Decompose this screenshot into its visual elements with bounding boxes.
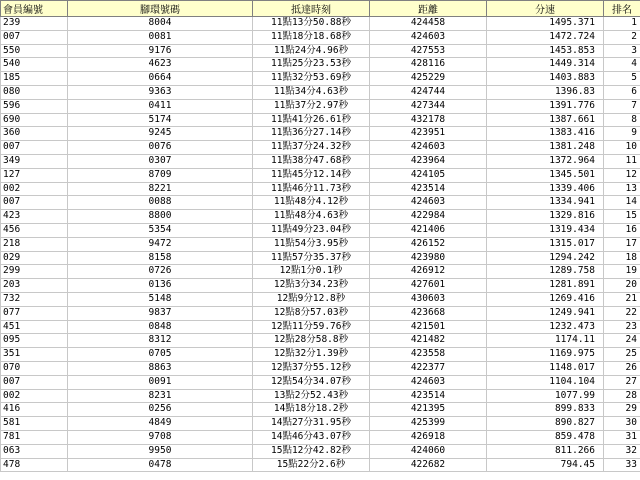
member-id-cell: 581	[1, 417, 68, 431]
arrival-time-cell: 14點27分31.95秒	[253, 417, 370, 431]
member-id-cell: 451	[1, 320, 68, 334]
ring-number-cell: 5354	[68, 223, 253, 237]
distance-cell: 428116	[370, 58, 487, 72]
table-row	[1, 251, 640, 265]
distance-cell: 422377	[370, 361, 487, 375]
ring-number-cell: 9950	[68, 444, 253, 458]
arrival-time-cell: 11點34分4.63秒	[253, 85, 370, 99]
arrival-time-cell: 14點46分43.07秒	[253, 430, 370, 444]
distance-cell: 425229	[370, 72, 487, 86]
ring-number-cell: 0705	[68, 348, 253, 362]
speed-cell: 1472.724	[487, 30, 604, 44]
distance-cell: 427553	[370, 44, 487, 58]
distance-cell: 424458	[370, 17, 487, 31]
table-row	[1, 196, 640, 210]
rank-cell: 19	[604, 265, 640, 279]
rank-cell: 23	[604, 320, 640, 334]
arrival-time-cell: 12點54分34.07秒	[253, 375, 370, 389]
ring-number-cell: 9363	[68, 85, 253, 99]
rank-cell: 9	[604, 127, 640, 141]
ring-number-cell: 8221	[68, 182, 253, 196]
distance-cell: 423951	[370, 127, 487, 141]
speed-cell: 1391.776	[487, 99, 604, 113]
header-distance: 距離	[370, 1, 487, 17]
speed-cell: 899.833	[487, 403, 604, 417]
table-row	[1, 113, 640, 127]
distance-cell: 423668	[370, 306, 487, 320]
speed-cell: 1319.434	[487, 223, 604, 237]
arrival-time-cell: 11點37分2.97秒	[253, 99, 370, 113]
speed-cell: 1334.941	[487, 196, 604, 210]
arrival-time-cell: 11點25分23.53秒	[253, 58, 370, 72]
arrival-time-cell: 11點49分23.04秒	[253, 223, 370, 237]
ring-number-cell: 0076	[68, 141, 253, 155]
table-row	[1, 348, 640, 362]
distance-cell: 423558	[370, 348, 487, 362]
distance-cell: 427344	[370, 99, 487, 113]
member-id-cell: 349	[1, 154, 68, 168]
speed-cell: 1232.473	[487, 320, 604, 334]
speed-cell: 1294.242	[487, 251, 604, 265]
member-id-cell: 063	[1, 444, 68, 458]
table-row	[1, 30, 640, 44]
table-row	[1, 334, 640, 348]
header-row	[1, 1, 640, 17]
rank-cell: 29	[604, 403, 640, 417]
ring-number-cell: 9708	[68, 430, 253, 444]
speed-cell: 890.827	[487, 417, 604, 431]
speed-cell: 1315.017	[487, 237, 604, 251]
arrival-time-cell: 15點22分2.6秒	[253, 458, 370, 472]
rank-cell: 30	[604, 417, 640, 431]
ring-number-cell: 4849	[68, 417, 253, 431]
table-row	[1, 141, 640, 155]
member-id-cell: 218	[1, 237, 68, 251]
table-row	[1, 58, 640, 72]
rank-cell: 16	[604, 223, 640, 237]
table-body	[1, 17, 640, 472]
speed-cell: 1345.501	[487, 168, 604, 182]
speed-cell: 1148.017	[487, 361, 604, 375]
ring-number-cell: 0478	[68, 458, 253, 472]
member-id-cell: 239	[1, 17, 68, 31]
member-id-cell: 416	[1, 403, 68, 417]
ring-number-cell: 8004	[68, 17, 253, 31]
table-row	[1, 210, 640, 224]
rank-cell: 8	[604, 113, 640, 127]
arrival-time-cell: 12點28分58.8秒	[253, 334, 370, 348]
ring-number-cell: 9176	[68, 44, 253, 58]
ring-number-cell: 8312	[68, 334, 253, 348]
table-row	[1, 389, 640, 403]
table-row	[1, 306, 640, 320]
ring-number-cell: 5148	[68, 292, 253, 306]
table-row	[1, 458, 640, 472]
header-member-id: 會員編號	[1, 1, 68, 17]
ring-number-cell: 8800	[68, 210, 253, 224]
distance-cell: 426918	[370, 430, 487, 444]
speed-cell: 1169.975	[487, 348, 604, 362]
arrival-time-cell: 12點8分57.03秒	[253, 306, 370, 320]
arrival-time-cell: 11點32分53.69秒	[253, 72, 370, 86]
table-row	[1, 320, 640, 334]
speed-cell: 1381.248	[487, 141, 604, 155]
table-row	[1, 265, 640, 279]
ring-number-cell: 0726	[68, 265, 253, 279]
ring-number-cell: 0091	[68, 375, 253, 389]
distance-cell: 424603	[370, 375, 487, 389]
distance-cell: 425399	[370, 417, 487, 431]
speed-cell: 1396.83	[487, 85, 604, 99]
member-id-cell: 360	[1, 127, 68, 141]
rank-cell: 32	[604, 444, 640, 458]
arrival-time-cell: 12點1分0.1秒	[253, 265, 370, 279]
distance-cell: 423980	[370, 251, 487, 265]
arrival-time-cell: 11點13分50.88秒	[253, 17, 370, 31]
speed-cell: 1453.853	[487, 44, 604, 58]
arrival-time-cell: 11點36分27.14秒	[253, 127, 370, 141]
table-row	[1, 417, 640, 431]
rank-cell: 14	[604, 196, 640, 210]
table-row	[1, 154, 640, 168]
ring-number-cell: 5174	[68, 113, 253, 127]
speed-cell: 1104.104	[487, 375, 604, 389]
rank-cell: 21	[604, 292, 640, 306]
header-speed: 分速	[487, 1, 604, 17]
rank-cell: 6	[604, 85, 640, 99]
arrival-time-cell: 12點3分34.23秒	[253, 279, 370, 293]
rank-cell: 4	[604, 58, 640, 72]
table-row	[1, 444, 640, 458]
speed-cell: 1329.816	[487, 210, 604, 224]
table-row	[1, 168, 640, 182]
ring-number-cell: 0848	[68, 320, 253, 334]
distance-cell: 430603	[370, 292, 487, 306]
speed-cell: 859.478	[487, 430, 604, 444]
table-row	[1, 127, 640, 141]
rank-cell: 31	[604, 430, 640, 444]
distance-cell: 424603	[370, 141, 487, 155]
speed-cell: 1495.371	[487, 17, 604, 31]
rank-cell: 5	[604, 72, 640, 86]
member-id-cell: 002	[1, 182, 68, 196]
distance-cell: 424603	[370, 30, 487, 44]
speed-cell: 1077.99	[487, 389, 604, 403]
arrival-time-cell: 11點38分47.68秒	[253, 154, 370, 168]
ring-number-cell: 8158	[68, 251, 253, 265]
distance-cell: 426912	[370, 265, 487, 279]
speed-cell: 794.45	[487, 458, 604, 472]
rank-cell: 7	[604, 99, 640, 113]
rank-cell: 28	[604, 389, 640, 403]
member-id-cell: 007	[1, 375, 68, 389]
distance-cell: 424744	[370, 85, 487, 99]
ring-number-cell: 9837	[68, 306, 253, 320]
rank-cell: 24	[604, 334, 640, 348]
table-row	[1, 44, 640, 58]
table-row	[1, 237, 640, 251]
arrival-time-cell: 11點37分24.32秒	[253, 141, 370, 155]
ring-number-cell: 0256	[68, 403, 253, 417]
distance-cell: 427601	[370, 279, 487, 293]
member-id-cell: 095	[1, 334, 68, 348]
member-id-cell: 080	[1, 85, 68, 99]
arrival-time-cell: 14點18分18.2秒	[253, 403, 370, 417]
distance-cell: 421501	[370, 320, 487, 334]
table-row	[1, 72, 640, 86]
member-id-cell: 070	[1, 361, 68, 375]
table-row	[1, 430, 640, 444]
speed-cell: 1174.11	[487, 334, 604, 348]
member-id-cell: 781	[1, 430, 68, 444]
member-id-cell: 029	[1, 251, 68, 265]
ring-number-cell: 4623	[68, 58, 253, 72]
arrival-time-cell: 11點24分4.96秒	[253, 44, 370, 58]
arrival-time-cell: 12點11分59.76秒	[253, 320, 370, 334]
member-id-cell: 456	[1, 223, 68, 237]
rank-cell: 26	[604, 361, 640, 375]
speed-cell: 1339.406	[487, 182, 604, 196]
distance-cell: 432178	[370, 113, 487, 127]
table-row	[1, 403, 640, 417]
arrival-time-cell: 11點57分35.37秒	[253, 251, 370, 265]
rank-cell: 33	[604, 458, 640, 472]
speed-cell: 1269.416	[487, 292, 604, 306]
rank-cell: 12	[604, 168, 640, 182]
member-id-cell: 127	[1, 168, 68, 182]
header-rank: 排名	[604, 1, 640, 17]
table-row	[1, 223, 640, 237]
member-id-cell: 002	[1, 389, 68, 403]
table-row	[1, 17, 640, 31]
ring-number-cell: 0081	[68, 30, 253, 44]
distance-cell: 426152	[370, 237, 487, 251]
member-id-cell: 540	[1, 58, 68, 72]
rank-cell: 17	[604, 237, 640, 251]
ring-number-cell: 9245	[68, 127, 253, 141]
ring-number-cell: 9472	[68, 237, 253, 251]
header-ring-number: 腳環號碼	[68, 1, 253, 17]
speed-cell: 1372.964	[487, 154, 604, 168]
arrival-time-cell: 11點18分18.68秒	[253, 30, 370, 44]
member-id-cell: 351	[1, 348, 68, 362]
member-id-cell: 732	[1, 292, 68, 306]
arrival-time-cell: 11點48分4.12秒	[253, 196, 370, 210]
distance-cell: 423964	[370, 154, 487, 168]
table-row	[1, 99, 640, 113]
ring-number-cell: 8863	[68, 361, 253, 375]
member-id-cell: 423	[1, 210, 68, 224]
distance-cell: 424603	[370, 196, 487, 210]
distance-cell: 421395	[370, 403, 487, 417]
rank-cell: 20	[604, 279, 640, 293]
distance-cell: 423514	[370, 389, 487, 403]
rank-cell: 3	[604, 44, 640, 58]
member-id-cell: 007	[1, 141, 68, 155]
ring-number-cell: 0307	[68, 154, 253, 168]
distance-cell: 421482	[370, 334, 487, 348]
speed-cell: 1403.883	[487, 72, 604, 86]
table-row	[1, 182, 640, 196]
distance-cell: 423514	[370, 182, 487, 196]
rank-cell: 1	[604, 17, 640, 31]
member-id-cell: 077	[1, 306, 68, 320]
ring-number-cell: 8231	[68, 389, 253, 403]
rank-cell: 2	[604, 30, 640, 44]
rank-cell: 22	[604, 306, 640, 320]
rank-cell: 15	[604, 210, 640, 224]
arrival-time-cell: 11點46分11.73秒	[253, 182, 370, 196]
arrival-time-cell: 15點12分42.82秒	[253, 444, 370, 458]
table-row	[1, 375, 640, 389]
speed-cell: 1383.416	[487, 127, 604, 141]
arrival-time-cell: 13點2分52.43秒	[253, 389, 370, 403]
arrival-time-cell: 12點37分55.12秒	[253, 361, 370, 375]
ring-number-cell: 0664	[68, 72, 253, 86]
member-id-cell: 185	[1, 72, 68, 86]
member-id-cell: 550	[1, 44, 68, 58]
distance-cell: 424105	[370, 168, 487, 182]
table-row	[1, 279, 640, 293]
rank-cell: 10	[604, 141, 640, 155]
arrival-time-cell: 11點45分12.14秒	[253, 168, 370, 182]
member-id-cell: 299	[1, 265, 68, 279]
ring-number-cell: 0136	[68, 279, 253, 293]
rank-cell: 13	[604, 182, 640, 196]
table-row	[1, 292, 640, 306]
table-row	[1, 361, 640, 375]
rank-cell: 18	[604, 251, 640, 265]
arrival-time-cell: 12點9分12.8秒	[253, 292, 370, 306]
member-id-cell: 478	[1, 458, 68, 472]
distance-cell: 422682	[370, 458, 487, 472]
table-row	[1, 85, 640, 99]
member-id-cell: 690	[1, 113, 68, 127]
rank-cell: 11	[604, 154, 640, 168]
ring-number-cell: 8709	[68, 168, 253, 182]
member-id-cell: 007	[1, 196, 68, 210]
arrival-time-cell: 11點41分26.61秒	[253, 113, 370, 127]
ring-number-cell: 0411	[68, 99, 253, 113]
arrival-time-cell: 11點48分4.63秒	[253, 210, 370, 224]
speed-cell: 1387.661	[487, 113, 604, 127]
speed-cell: 1289.758	[487, 265, 604, 279]
speed-cell: 811.266	[487, 444, 604, 458]
rank-cell: 25	[604, 348, 640, 362]
speed-cell: 1249.941	[487, 306, 604, 320]
speed-cell: 1449.314	[487, 58, 604, 72]
member-id-cell: 007	[1, 30, 68, 44]
header-arrival-time: 抵達時刻	[253, 1, 370, 17]
arrival-time-cell: 12點32分1.39秒	[253, 348, 370, 362]
speed-cell: 1281.891	[487, 279, 604, 293]
member-id-cell: 596	[1, 99, 68, 113]
member-id-cell: 203	[1, 279, 68, 293]
ring-number-cell: 0088	[68, 196, 253, 210]
arrival-time-cell: 11點54分3.95秒	[253, 237, 370, 251]
distance-cell: 421406	[370, 223, 487, 237]
distance-cell: 422984	[370, 210, 487, 224]
distance-cell: 424060	[370, 444, 487, 458]
rank-cell: 27	[604, 375, 640, 389]
